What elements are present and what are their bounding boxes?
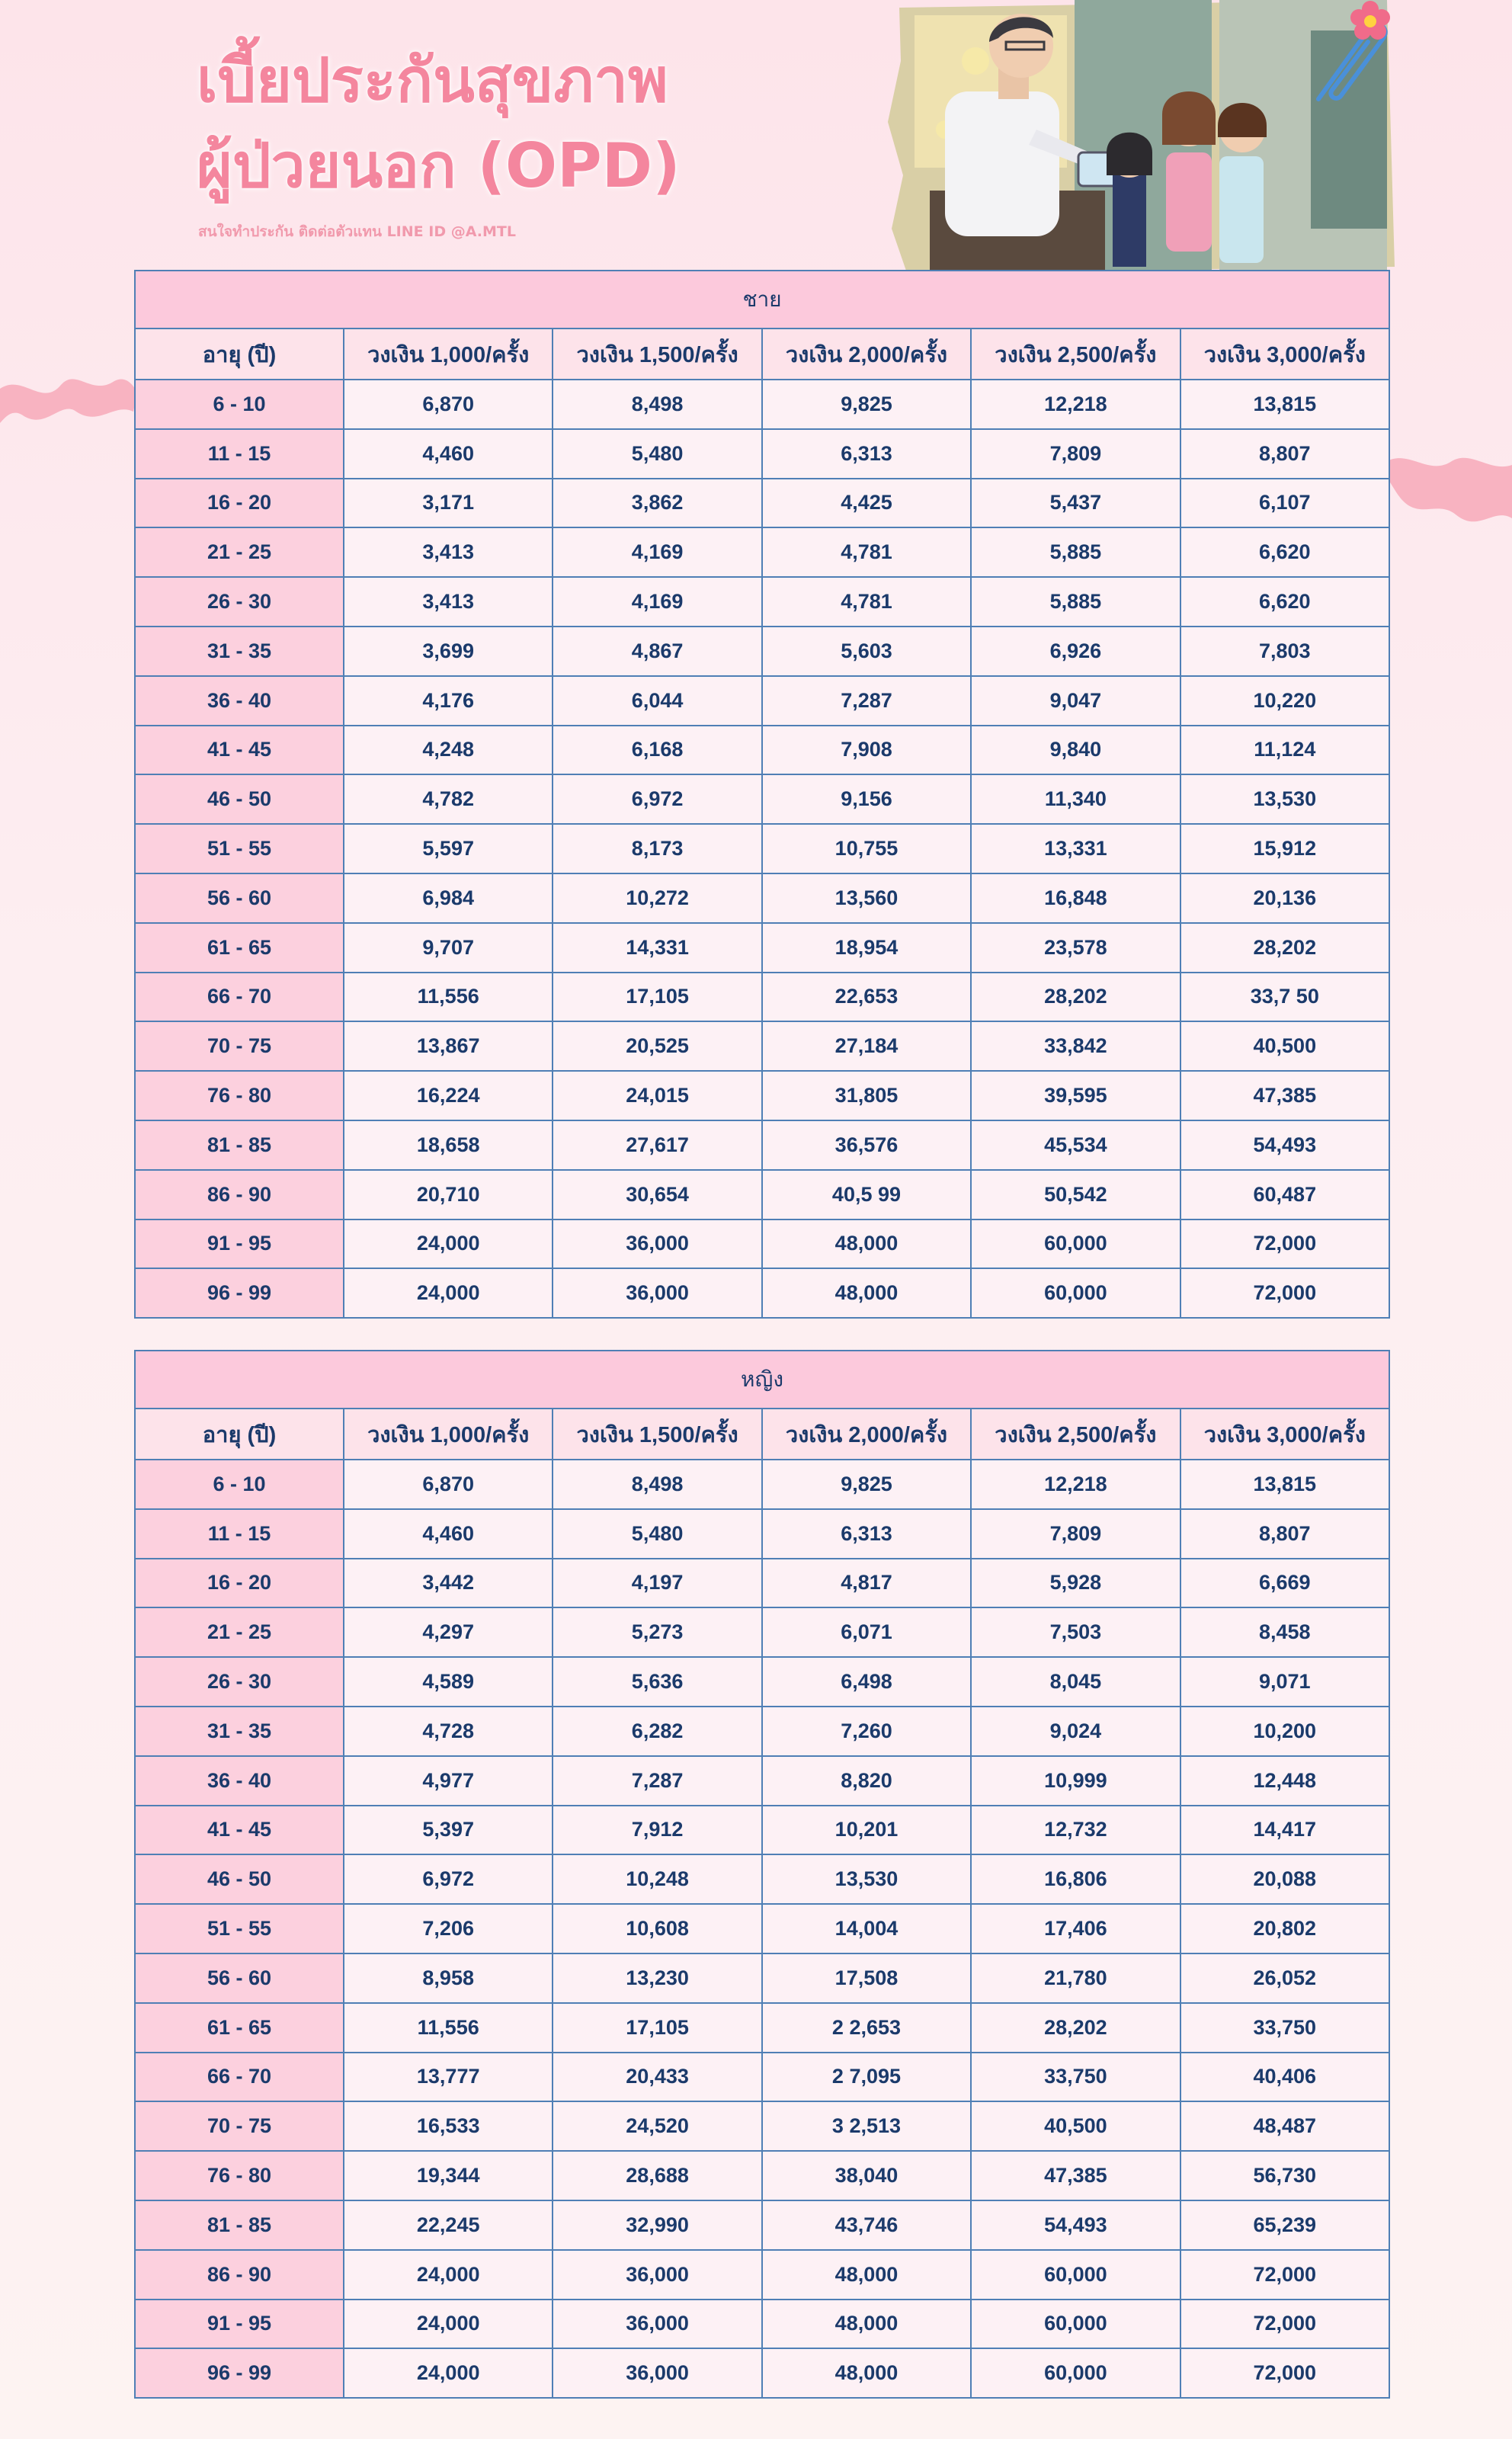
table-row xyxy=(135,380,1389,429)
age-range-cell: 66 - 70 xyxy=(135,2053,344,2102)
age-range-cell: 46 - 50 xyxy=(135,1854,344,1904)
premium-cell: 3,171 xyxy=(344,479,553,528)
age-range-cell: 96 - 99 xyxy=(135,2348,344,2398)
page-title-line-1: เบี้ยประกันสุขภาพ xyxy=(197,45,668,116)
premium-cell: 3 2,513 xyxy=(762,2101,971,2151)
premium-cell: 7,809 xyxy=(971,1509,1180,1559)
premium-cell: 12,448 xyxy=(1180,1756,1389,1806)
premium-cell: 8,458 xyxy=(1180,1607,1389,1657)
premium-cell: 17,508 xyxy=(762,1953,971,2003)
premium-cell: 36,000 xyxy=(553,1220,761,1269)
premium-cell: 13,530 xyxy=(762,1854,971,1904)
premium-cell: 16,848 xyxy=(971,873,1180,923)
premium-cell: 10,200 xyxy=(1180,1707,1389,1756)
premium-cell: 48,000 xyxy=(762,1268,971,1318)
premium-cell: 7,260 xyxy=(762,1707,971,1756)
premium-cell: 36,000 xyxy=(553,1268,761,1318)
premium-cell: 14,331 xyxy=(553,923,761,973)
table-row xyxy=(135,1021,1389,1071)
premium-cell: 72,000 xyxy=(1180,1268,1389,1318)
age-range-cell: 96 - 99 xyxy=(135,1268,344,1318)
premium-cell: 6,498 xyxy=(762,1657,971,1707)
page-title-line-2: ผู้ป่วยนอก (OPD) xyxy=(197,130,681,201)
premium-cell: 14,417 xyxy=(1180,1806,1389,1855)
premium-cell: 40,406 xyxy=(1180,2053,1389,2102)
premium-cell: 4,176 xyxy=(344,676,553,726)
premium-cell: 40,5 99 xyxy=(762,1170,971,1220)
premium-cell: 47,385 xyxy=(1180,1071,1389,1120)
table-row xyxy=(135,2053,1389,2102)
table-row xyxy=(135,873,1389,923)
table-row xyxy=(135,1460,1389,1509)
premium-cell: 6,071 xyxy=(762,1607,971,1657)
premium-cell: 9,825 xyxy=(762,1460,971,1509)
premium-cell: 10,999 xyxy=(971,1756,1180,1806)
table-row xyxy=(135,1170,1389,1220)
table-title: หญิง xyxy=(135,1351,1389,1409)
table-row xyxy=(135,1559,1389,1608)
premium-cell: 45,534 xyxy=(971,1120,1180,1170)
age-range-cell: 81 - 85 xyxy=(135,2200,344,2250)
premium-cell: 27,184 xyxy=(762,1021,971,1071)
premium-cell: 72,000 xyxy=(1180,1220,1389,1269)
premium-cell: 36,576 xyxy=(762,1120,971,1170)
premium-cell: 9,024 xyxy=(971,1707,1180,1756)
premium-cell: 6,669 xyxy=(1180,1559,1389,1608)
age-range-cell: 26 - 30 xyxy=(135,577,344,627)
age-range-cell: 26 - 30 xyxy=(135,1657,344,1707)
premium-cell: 7,287 xyxy=(762,676,971,726)
table-row xyxy=(135,2300,1389,2349)
premium-cell: 20,802 xyxy=(1180,1904,1389,1953)
premium-cell: 8,807 xyxy=(1180,429,1389,479)
premium-cell: 28,688 xyxy=(553,2151,761,2200)
premium-cell: 2 7,095 xyxy=(762,2053,971,2102)
premium-cell: 54,493 xyxy=(1180,1120,1389,1170)
premium-cell: 5,603 xyxy=(762,627,971,676)
premium-cell: 50,542 xyxy=(971,1170,1180,1220)
premium-cell: 38,040 xyxy=(762,2151,971,2200)
age-range-cell: 61 - 65 xyxy=(135,2003,344,2053)
age-range-cell: 6 - 10 xyxy=(135,380,344,429)
premium-cell: 2 2,653 xyxy=(762,2003,971,2053)
table-row xyxy=(135,1509,1389,1559)
premium-cell: 72,000 xyxy=(1180,2300,1389,2349)
premium-cell: 7,206 xyxy=(344,1904,553,1953)
premium-cell: 36,000 xyxy=(553,2250,761,2300)
table-row xyxy=(135,1707,1389,1756)
premium-cell: 4,169 xyxy=(553,527,761,577)
premium-cell: 48,487 xyxy=(1180,2101,1389,2151)
premium-cell: 3,413 xyxy=(344,577,553,627)
premium-cell: 7,809 xyxy=(971,429,1180,479)
table-row xyxy=(135,973,1389,1022)
age-range-cell: 56 - 60 xyxy=(135,873,344,923)
premium-cell: 4,977 xyxy=(344,1756,553,1806)
premium-cell: 48,000 xyxy=(762,1220,971,1269)
premium-cell: 7,908 xyxy=(762,726,971,775)
age-range-cell: 86 - 90 xyxy=(135,2250,344,2300)
age-range-cell: 36 - 40 xyxy=(135,1756,344,1806)
premium-cell: 3,699 xyxy=(344,627,553,676)
premium-cell: 5,885 xyxy=(971,577,1180,627)
table-row xyxy=(135,1071,1389,1120)
premium-cell: 4,728 xyxy=(344,1707,553,1756)
premium-cell: 39,595 xyxy=(971,1071,1180,1120)
premium-cell: 36,000 xyxy=(553,2348,761,2398)
premium-cell: 28,202 xyxy=(971,973,1180,1022)
table-row xyxy=(135,1220,1389,1269)
premium-cell: 8,498 xyxy=(553,380,761,429)
premium-cell: 6,107 xyxy=(1180,479,1389,528)
premium-cell: 7,287 xyxy=(553,1756,761,1806)
premium-cell: 56,730 xyxy=(1180,2151,1389,2200)
premium-cell: 48,000 xyxy=(762,2250,971,2300)
premium-cell: 20,088 xyxy=(1180,1854,1389,1904)
premium-cell: 4,425 xyxy=(762,479,971,528)
premium-cell: 28,202 xyxy=(1180,923,1389,973)
premium-cell: 6,282 xyxy=(553,1707,761,1756)
premium-cell: 8,045 xyxy=(971,1657,1180,1707)
age-range-cell: 36 - 40 xyxy=(135,676,344,726)
premium-cell: 4,297 xyxy=(344,1607,553,1657)
age-range-cell: 51 - 55 xyxy=(135,824,344,873)
premium-cell: 17,105 xyxy=(553,2003,761,2053)
premium-cell: 8,173 xyxy=(553,824,761,873)
premium-cell: 21,780 xyxy=(971,1953,1180,2003)
table-row xyxy=(135,1953,1389,2003)
premium-cell: 6,620 xyxy=(1180,527,1389,577)
age-range-cell: 76 - 80 xyxy=(135,1071,344,1120)
age-range-cell: 91 - 95 xyxy=(135,1220,344,1269)
premium-cell: 9,047 xyxy=(971,676,1180,726)
age-range-cell: 86 - 90 xyxy=(135,1170,344,1220)
age-range-cell: 46 - 50 xyxy=(135,774,344,824)
premium-cell: 11,124 xyxy=(1180,726,1389,775)
premium-cell: 12,218 xyxy=(971,380,1180,429)
table-row xyxy=(135,527,1389,577)
premium-cell: 6,313 xyxy=(762,429,971,479)
table-row xyxy=(135,479,1389,528)
premium-cell: 13,777 xyxy=(344,2053,553,2102)
premium-cell: 9,156 xyxy=(762,774,971,824)
table-row xyxy=(135,627,1389,676)
premium-cell: 6,313 xyxy=(762,1509,971,1559)
age-range-cell: 70 - 75 xyxy=(135,1021,344,1071)
premium-cell: 4,781 xyxy=(762,577,971,627)
table-row xyxy=(135,824,1389,873)
premium-cell: 47,385 xyxy=(971,2151,1180,2200)
premium-cell: 19,344 xyxy=(344,2151,553,2200)
premium-cell: 6,972 xyxy=(344,1854,553,1904)
premium-cell: 24,000 xyxy=(344,2300,553,2349)
premium-cell: 6,870 xyxy=(344,1460,553,1509)
premium-cell: 24,015 xyxy=(553,1071,761,1120)
premium-cell: 16,533 xyxy=(344,2101,553,2151)
table-row xyxy=(135,2250,1389,2300)
column-header-coverage: วงเงิน 2,000/ครั้ง xyxy=(762,1409,971,1460)
paperclip-flower-icon xyxy=(1296,0,1402,114)
age-range-cell: 21 - 25 xyxy=(135,1607,344,1657)
premium-cell: 5,928 xyxy=(971,1559,1180,1608)
premium-cell: 8,820 xyxy=(762,1756,971,1806)
premium-cell: 20,433 xyxy=(553,2053,761,2102)
premium-cell: 20,710 xyxy=(344,1170,553,1220)
premium-cell: 65,239 xyxy=(1180,2200,1389,2250)
premium-cell: 6,620 xyxy=(1180,577,1389,627)
table-row xyxy=(135,2003,1389,2053)
premium-cell: 60,000 xyxy=(971,2250,1180,2300)
premium-cell: 40,500 xyxy=(971,2101,1180,2151)
age-range-cell: 56 - 60 xyxy=(135,1953,344,2003)
premium-cell: 5,273 xyxy=(553,1607,761,1657)
table-row xyxy=(135,1268,1389,1318)
age-range-cell: 70 - 75 xyxy=(135,2101,344,2151)
premium-cell: 4,197 xyxy=(553,1559,761,1608)
premium-cell: 11,556 xyxy=(344,973,553,1022)
premium-cell: 5,636 xyxy=(553,1657,761,1707)
premium-cell: 10,248 xyxy=(553,1854,761,1904)
table-row xyxy=(135,1806,1389,1855)
column-header-coverage: วงเงิน 1,000/ครั้ง xyxy=(344,329,553,380)
column-header-coverage: วงเงิน 1,000/ครั้ง xyxy=(344,1409,553,1460)
contact-subtitle: สนใจทำประกัน ติดต่อตัวแทน LINE ID @A.MTL xyxy=(198,223,516,240)
premium-cell: 60,487 xyxy=(1180,1170,1389,1220)
premium-cell: 48,000 xyxy=(762,2300,971,2349)
premium-cell: 8,498 xyxy=(553,1460,761,1509)
premium-cell: 24,000 xyxy=(344,2348,553,2398)
premium-cell: 12,732 xyxy=(971,1806,1180,1855)
premium-cell: 9,071 xyxy=(1180,1657,1389,1707)
premium-cell: 13,230 xyxy=(553,1953,761,2003)
premium-cell: 16,806 xyxy=(971,1854,1180,1904)
premium-cell: 22,653 xyxy=(762,973,971,1022)
table-row xyxy=(135,1607,1389,1657)
premium-cell: 5,480 xyxy=(553,429,761,479)
premium-cell: 9,707 xyxy=(344,923,553,973)
premium-cell: 20,525 xyxy=(553,1021,761,1071)
table-row xyxy=(135,774,1389,824)
premium-cell: 5,480 xyxy=(553,1509,761,1559)
premium-cell: 4,817 xyxy=(762,1559,971,1608)
table-row xyxy=(135,923,1389,973)
premium-cell: 8,807 xyxy=(1180,1509,1389,1559)
table-row xyxy=(135,1904,1389,1953)
column-header-coverage: วงเงิน 2,000/ครั้ง xyxy=(762,329,971,380)
premium-cell: 36,000 xyxy=(553,2300,761,2349)
premium-cell: 13,815 xyxy=(1180,1460,1389,1509)
column-header-coverage: วงเงิน 1,500/ครั้ง xyxy=(553,1409,761,1460)
table-row xyxy=(135,1120,1389,1170)
premium-cell: 33,750 xyxy=(1180,2003,1389,2053)
premium-cell: 3,442 xyxy=(344,1559,553,1608)
premium-cell: 3,862 xyxy=(553,479,761,528)
premium-cell: 28,202 xyxy=(971,2003,1180,2053)
premium-cell: 18,658 xyxy=(344,1120,553,1170)
premium-cell: 17,105 xyxy=(553,973,761,1022)
premium-cell: 10,272 xyxy=(553,873,761,923)
premium-cell: 4,781 xyxy=(762,527,971,577)
premium-cell: 6,972 xyxy=(553,774,761,824)
column-header-coverage: วงเงิน 2,500/ครั้ง xyxy=(971,329,1180,380)
age-range-cell: 81 - 85 xyxy=(135,1120,344,1170)
age-range-cell: 76 - 80 xyxy=(135,2151,344,2200)
table-row xyxy=(135,2348,1389,2398)
premium-cell: 72,000 xyxy=(1180,2250,1389,2300)
premium-cell: 32,990 xyxy=(553,2200,761,2250)
premium-cell: 33,7 50 xyxy=(1180,973,1389,1022)
premium-cell: 12,218 xyxy=(971,1460,1180,1509)
premium-cell: 54,493 xyxy=(971,2200,1180,2250)
table-row xyxy=(135,577,1389,627)
ribbon-decoration-right xyxy=(1387,450,1512,541)
premium-cell: 4,589 xyxy=(344,1657,553,1707)
premium-cell: 10,755 xyxy=(762,824,971,873)
premium-cell: 3,413 xyxy=(344,527,553,577)
premium-cell: 9,840 xyxy=(971,726,1180,775)
premium-cell: 40,500 xyxy=(1180,1021,1389,1071)
premium-cell: 31,805 xyxy=(762,1071,971,1120)
age-range-cell: 31 - 35 xyxy=(135,1707,344,1756)
premium-cell: 4,460 xyxy=(344,429,553,479)
premium-cell: 6,926 xyxy=(971,627,1180,676)
premium-cell: 18,954 xyxy=(762,923,971,973)
premium-cell: 11,556 xyxy=(344,2003,553,2053)
age-range-cell: 21 - 25 xyxy=(135,527,344,577)
age-range-cell: 16 - 20 xyxy=(135,1559,344,1608)
premium-cell: 14,004 xyxy=(762,1904,971,1953)
premium-cell: 22,245 xyxy=(344,2200,553,2250)
table-row xyxy=(135,1854,1389,1904)
premium-cell: 33,842 xyxy=(971,1021,1180,1071)
column-header-coverage: วงเงิน 3,000/ครั้ง xyxy=(1180,1409,1389,1460)
premium-cell: 15,912 xyxy=(1180,824,1389,873)
age-range-cell: 41 - 45 xyxy=(135,726,344,775)
premium-cell: 30,654 xyxy=(553,1170,761,1220)
table-row xyxy=(135,726,1389,775)
ribbon-decoration-left xyxy=(0,358,137,442)
premium-cell: 13,560 xyxy=(762,873,971,923)
premium-cell: 24,000 xyxy=(344,1220,553,1269)
age-range-cell: 66 - 70 xyxy=(135,973,344,1022)
page-title xyxy=(197,38,681,209)
premium-cell: 60,000 xyxy=(971,2300,1180,2349)
age-range-cell: 6 - 10 xyxy=(135,1460,344,1509)
premium-table-female xyxy=(134,1350,1390,2399)
premium-cell: 17,406 xyxy=(971,1904,1180,1953)
premium-cell: 4,169 xyxy=(553,577,761,627)
premium-cell: 4,867 xyxy=(553,627,761,676)
column-header-coverage: วงเงิน 1,500/ครั้ง xyxy=(553,329,761,380)
premium-cell: 13,867 xyxy=(344,1021,553,1071)
premium-cell: 60,000 xyxy=(971,2348,1180,2398)
age-range-cell: 11 - 15 xyxy=(135,1509,344,1559)
premium-cell: 16,224 xyxy=(344,1071,553,1120)
premium-cell: 5,885 xyxy=(971,527,1180,577)
table-row xyxy=(135,1756,1389,1806)
column-header-age: อายุ (ปี) xyxy=(135,329,344,380)
premium-cell: 6,984 xyxy=(344,873,553,923)
table-row xyxy=(135,2200,1389,2250)
premium-cell: 5,437 xyxy=(971,479,1180,528)
premium-cell: 48,000 xyxy=(762,2348,971,2398)
column-header-age: อายุ (ปี) xyxy=(135,1409,344,1460)
table-row xyxy=(135,676,1389,726)
premium-cell: 13,530 xyxy=(1180,774,1389,824)
column-header-coverage: วงเงิน 3,000/ครั้ง xyxy=(1180,329,1389,380)
age-range-cell: 11 - 15 xyxy=(135,429,344,479)
age-range-cell: 31 - 35 xyxy=(135,627,344,676)
premium-cell: 10,220 xyxy=(1180,676,1389,726)
premium-cell: 13,815 xyxy=(1180,380,1389,429)
premium-cell: 7,803 xyxy=(1180,627,1389,676)
premium-cell: 8,958 xyxy=(344,1953,553,2003)
premium-cell: 6,168 xyxy=(553,726,761,775)
premium-cell: 43,746 xyxy=(762,2200,971,2250)
age-range-cell: 51 - 55 xyxy=(135,1904,344,1953)
premium-cell: 6,044 xyxy=(553,676,761,726)
premium-cell: 7,503 xyxy=(971,1607,1180,1657)
premium-cell: 33,750 xyxy=(971,2053,1180,2102)
table-row xyxy=(135,2151,1389,2200)
premium-cell: 4,248 xyxy=(344,726,553,775)
premium-cell: 10,201 xyxy=(762,1806,971,1855)
premium-cell: 60,000 xyxy=(971,1268,1180,1318)
table-row xyxy=(135,1657,1389,1707)
premium-cell: 26,052 xyxy=(1180,1953,1389,2003)
column-header-coverage: วงเงิน 2,500/ครั้ง xyxy=(971,1409,1180,1460)
age-range-cell: 41 - 45 xyxy=(135,1806,344,1855)
premium-cell: 24,000 xyxy=(344,1268,553,1318)
age-range-cell: 91 - 95 xyxy=(135,2300,344,2349)
premium-cell: 10,608 xyxy=(553,1904,761,1953)
premium-cell: 4,782 xyxy=(344,774,553,824)
premium-cell: 11,340 xyxy=(971,774,1180,824)
premium-cell: 27,617 xyxy=(553,1120,761,1170)
premium-cell: 7,912 xyxy=(553,1806,761,1855)
premium-table-male xyxy=(134,270,1390,1319)
premium-cell: 5,397 xyxy=(344,1806,553,1855)
table-title: ชาย xyxy=(135,271,1389,329)
premium-cell: 24,000 xyxy=(344,2250,553,2300)
premium-cell: 9,825 xyxy=(762,380,971,429)
premium-cell: 13,331 xyxy=(971,824,1180,873)
age-range-cell: 16 - 20 xyxy=(135,479,344,528)
premium-cell: 60,000 xyxy=(971,1220,1180,1269)
premium-cell: 5,597 xyxy=(344,824,553,873)
premium-cell: 20,136 xyxy=(1180,873,1389,923)
premium-cell: 4,460 xyxy=(344,1509,553,1559)
premium-cell: 6,870 xyxy=(344,380,553,429)
premium-cell: 24,520 xyxy=(553,2101,761,2151)
age-range-cell: 61 - 65 xyxy=(135,923,344,973)
premium-cell: 23,578 xyxy=(971,923,1180,973)
table-row xyxy=(135,429,1389,479)
table-row xyxy=(135,2101,1389,2151)
premium-cell: 72,000 xyxy=(1180,2348,1389,2398)
